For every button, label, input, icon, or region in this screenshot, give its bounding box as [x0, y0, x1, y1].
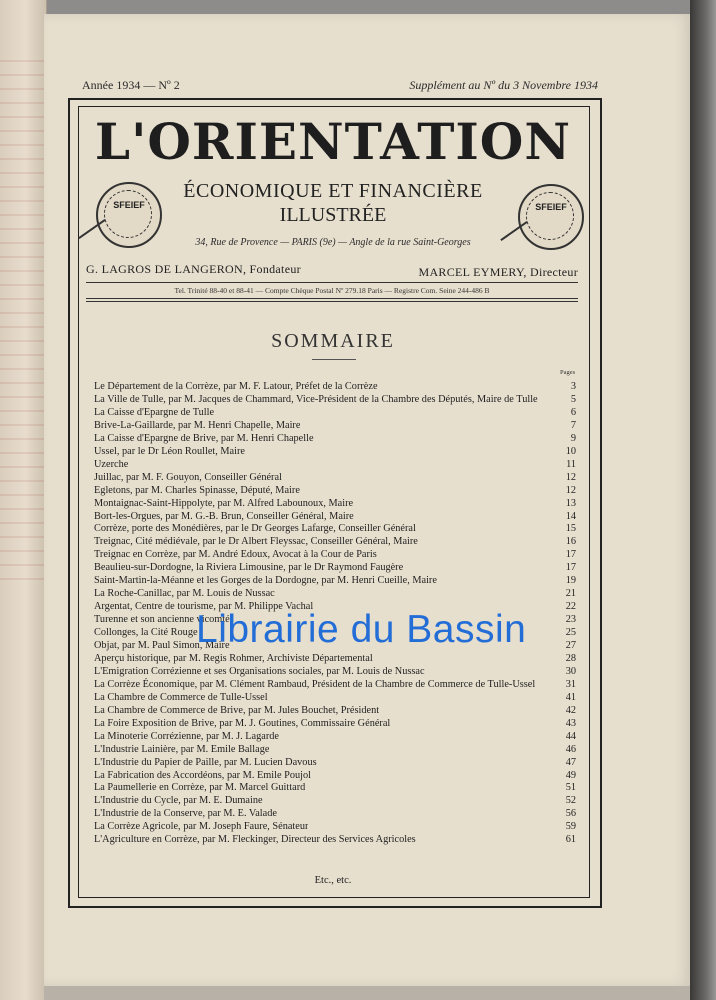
toc-entry-title: Egletons, par M. Charles Spinasse, Député, Maire: [94, 484, 300, 496]
toc-entry-page: 46: [565, 743, 576, 755]
toc-entry-page: 11: [566, 458, 576, 470]
toc-entry: [94, 704, 576, 717]
toc-entry-title: L'Industrie du Papier de Paille, par M. Lucien Davous: [94, 756, 317, 768]
toc-entry: [94, 833, 576, 846]
toc-entry: [94, 652, 576, 665]
toc-entry-page: 12: [565, 484, 576, 496]
toc-entry-title: La Roche-Canillac, par M. Louis de Nussac: [94, 588, 275, 600]
founder-credit: G. LAGROS DE LANGERON, Fondateur: [86, 262, 301, 276]
toc-entry: [94, 471, 576, 484]
toc-entry: [94, 419, 576, 432]
toc-entry: [94, 691, 576, 704]
toc-entry-title: L'Agriculture en Corrèze, par M. Fleckinger, Directeur des Services Agricoles: [94, 834, 416, 846]
toc-entry-title: Beaulieu-sur-Dordogne, la Riviera Limousine, par le Dr Raymond Faugère: [94, 562, 404, 574]
seal-text: SFEIEF: [113, 200, 145, 210]
toc-entry-title: Juillac, par M. F. Gouyon, Conseiller Général: [94, 471, 282, 483]
toc-entry-title: La Caisse d'Epargne de Brive, par M. Henri Chapelle: [94, 432, 314, 444]
toc-entry-page: 44: [565, 730, 576, 742]
toc-entry: [94, 807, 576, 820]
toc-entry-title: Saint-Martin-la-Méanne et les Gorges de la Dordogne, par M. Henri Cueille, Maire: [94, 575, 437, 587]
toc-entry-title: La Chambre de Commerce de Tulle-Ussel: [94, 691, 268, 703]
toc-etc: Etc., etc.: [314, 875, 352, 886]
toc-entry-title: Objat, par M. Paul Simon, Maire: [94, 640, 230, 651]
toc-entry: [94, 756, 576, 769]
toc-entry: [94, 794, 576, 807]
heading-underline: [312, 359, 356, 360]
divider-rule: [86, 298, 578, 299]
toc-entry-title: Aperçu historique, par M. Regis Rohmer, Archiviste Départemental: [94, 652, 373, 664]
sommaire-heading: SOMMAIRE: [271, 330, 395, 352]
toc-entry-page: 17: [565, 549, 576, 561]
toc-entry: [94, 730, 576, 743]
toc-entry-title: L'Emigration Corrézienne et ses Organisations sociales, par M. Louis de Nussac: [94, 665, 425, 677]
toc-entry: [94, 497, 576, 510]
toc-entry: [94, 522, 576, 535]
toc-entry-page: 3: [570, 381, 576, 392]
toc-entry: [94, 445, 576, 458]
toc-entry: [94, 380, 576, 393]
toc-entry: [94, 510, 576, 523]
toc-entry-title: Le Département de la Corrèze, par M. F. Latour, Préfet de la Corrèze: [94, 381, 378, 392]
toc-entry: [94, 665, 576, 678]
page-bottom-edge: [44, 986, 690, 1000]
divider-rule: [86, 282, 578, 283]
toc-entry: [94, 769, 576, 782]
toc-entry-page: 13: [565, 497, 576, 509]
spine-stamp-marks: [0, 60, 44, 580]
toc-entry-title: La Minoterie Corrézienne, par M. J. Lagarde: [94, 730, 279, 742]
toc-entry-page: 22: [565, 601, 576, 613]
toc-entry-page: 6: [570, 406, 576, 418]
toc-entry: [94, 535, 576, 548]
issue-number: Année 1934 — Nº 2: [82, 78, 180, 92]
toc-entry-title: La Fabrication des Accordéons, par M. Emile Poujol: [94, 769, 312, 781]
toc-entry-title: La Caisse d'Epargne de Tulle: [94, 406, 215, 418]
toc-entry-page: 27: [565, 640, 576, 651]
toc-entry-title: La Paumellerie en Corrèze, par M. Marcel Guittard: [94, 782, 306, 794]
toc-entry-title: La Corrèze Économique, par M. Clément Rambaud, Président de la Chambre de Commerce de Tulle-Ussel: [94, 678, 536, 690]
contact-line: Tel. Trinité 88-40 et 88-41 — Compte Chèque Postal Nº 279.18 Paris — Registre Com. Seine 244-486 B: [174, 286, 490, 295]
toc-entry-title: Uzerche: [94, 458, 129, 470]
pages-column-label: Pages: [560, 369, 576, 376]
toc-entry-title: Corrèze, porte des Monédières, par le Dr Georges Lafarge, Conseiller Général: [94, 523, 416, 535]
toc-entry-title: Ussel, par le Dr Léon Roullet, Maire: [94, 445, 245, 457]
toc-entry-page: 12: [565, 471, 576, 483]
seal-emblem-left: [96, 182, 162, 248]
toc-entry-page: 23: [565, 614, 576, 626]
toc-entry-page: 28: [565, 652, 576, 664]
seal-text: SFEIEF: [535, 202, 567, 212]
masthead-subtitle: ÉCONOMIQUE ET FINANCIÈRE: [183, 180, 483, 202]
toc-entry-page: 51: [565, 782, 576, 794]
toc-entry-page: 43: [565, 717, 576, 729]
toc-entry: [94, 406, 576, 419]
supplement-date: Supplément au Nº du 3 Novembre 1934: [409, 78, 598, 92]
toc-entry-title: La Corrèze Agricole, par M. Joseph Faure, Sénateur: [94, 821, 309, 833]
toc-entry-page: 42: [565, 704, 576, 716]
toc-entry-title: Bort-les-Orgues, par M. G.-B. Brun, Conseiller Général, Maire: [94, 510, 354, 522]
toc-entry-page: 19: [565, 575, 576, 587]
seal-emblem-right: [518, 184, 584, 250]
toc-entry-page: 61: [565, 834, 576, 846]
toc-entry-page: 10: [565, 445, 576, 457]
watermark-text: Librairie du Bassin: [196, 608, 527, 651]
toc-entry-title: Montaignac-Saint-Hippolyte, par M. Alfred Labounoux, Maire: [94, 497, 354, 509]
divider-rule: [86, 301, 578, 302]
toc-entry: [94, 548, 576, 561]
toc-entry: [94, 587, 576, 600]
toc-entry-page: 21: [565, 588, 576, 600]
toc-entry-page: 30: [565, 665, 576, 677]
toc-entry-title: L'Industrie Lainière, par M. Emile Ballage: [94, 743, 270, 755]
toc-entry-title: Turenne et son ancienne vicomté: [94, 614, 230, 626]
toc-entry-title: Argentat, Centre de tourisme, par M. Philippe Vachal: [94, 601, 314, 613]
toc-entry-page: 41: [565, 691, 576, 703]
toc-entry-title: La Chambre de Commerce de Brive, par M. Jules Bouchet, Président: [94, 704, 380, 716]
toc-entry-page: 59: [565, 821, 576, 833]
toc-entry-page: 25: [565, 627, 576, 639]
toc-entry-title: L'Industrie du Cycle, par M. E. Dumaine: [94, 795, 263, 807]
toc-entry-page: 5: [570, 393, 576, 405]
toc-entry-page: 14: [565, 510, 576, 522]
toc-entry-title: L'Industrie de la Conserve, par M. E. Valade: [94, 808, 277, 820]
toc-entry-page: 49: [565, 769, 576, 781]
toc-entry: [94, 743, 576, 756]
toc-entry-page: 47: [565, 756, 576, 768]
toc-entry: [94, 781, 576, 794]
album-spine: [0, 0, 47, 1000]
director-credit: MARCEL EYMERY, Directeur: [418, 265, 578, 279]
toc-entry-title: Treignac en Corrèze, par M. André Edoux, Avocat à la Cour de Paris: [94, 549, 377, 561]
toc-entry: [94, 678, 576, 691]
toc-entry-title: La Foire Exposition de Brive, par M. J. Goutines, Commissaire Général: [94, 717, 391, 729]
toc-entry-page: 17: [565, 562, 576, 574]
toc-entry-page: 9: [570, 432, 576, 444]
toc-entry: [94, 717, 576, 730]
toc-entry: [94, 432, 576, 445]
toc-entry-page: 56: [565, 808, 576, 820]
toc-entry: [94, 561, 576, 574]
toc-entry-title: Brive-La-Gaillarde, par M. Henri Chapelle, Maire: [94, 419, 301, 431]
masthead-subtitle-2: ILLUSTRÉE: [279, 204, 387, 226]
toc-entry-title: La Ville de Tulle, par M. Jacques de Chammard, Vice-Président de la Chambre des Députés, Maire de Tulle: [94, 393, 538, 405]
masthead-title: L'ORIENTATION: [94, 112, 572, 171]
toc-entry-title: Treignac, Cité médiévale, par le Dr Albert Fleyssac, Conseiller Général, Maire: [94, 536, 418, 548]
publisher-address: 34, Rue de Provence — PARIS (9e) — Angle de la rue Saint-Georges: [195, 237, 471, 248]
toc-entry: [94, 484, 576, 497]
toc-entry-page: 16: [565, 536, 576, 548]
toc-entry-page: 52: [565, 795, 576, 807]
toc-entry-page: 7: [570, 419, 576, 431]
toc-entry-page: 15: [565, 523, 576, 535]
page-edge-shadow: [690, 0, 716, 1000]
toc-entry: [94, 458, 576, 471]
toc-entry: [94, 393, 576, 406]
toc-entry-page: 31: [565, 678, 576, 690]
toc-entry: [94, 574, 576, 587]
toc-entry: [94, 820, 576, 833]
toc-entry-title: Collonges, la Cité Rouge: [94, 627, 198, 639]
